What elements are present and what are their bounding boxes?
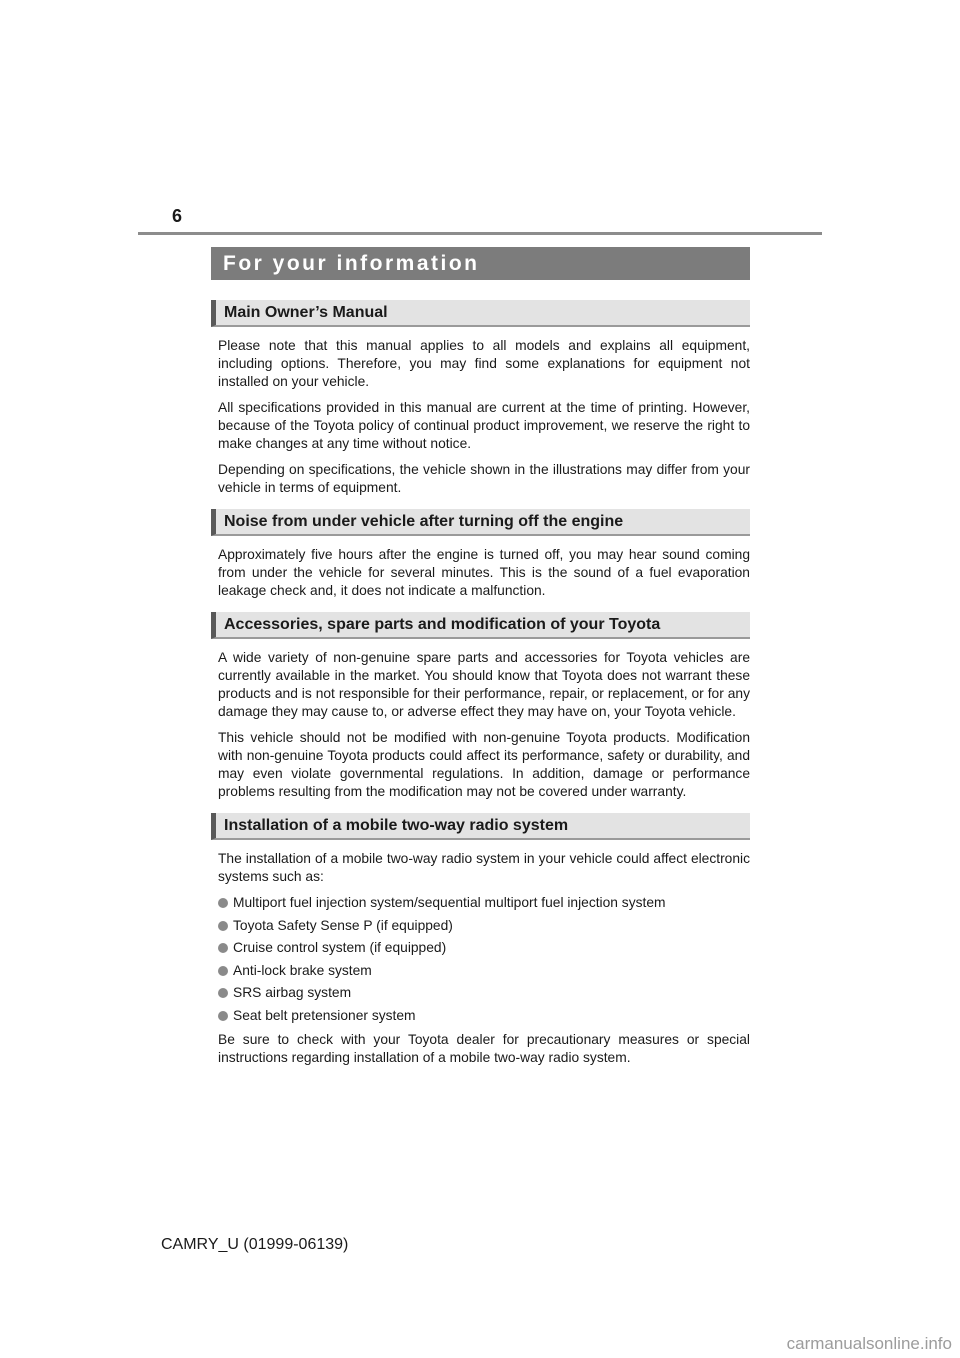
list-item bbox=[218, 984, 750, 1002]
paragraph: Depending on specifications, the vehicle shown in the illustrations may differ from your vehicle in terms of equipment. bbox=[218, 462, 750, 495]
section-heading: Noise from under vehicle after turning off the engine bbox=[211, 509, 750, 536]
list-item bbox=[218, 917, 750, 935]
manual-content bbox=[211, 300, 750, 1079]
bullet-icon bbox=[218, 988, 228, 998]
paragraph: This vehicle should not be modified with non-genuine Toyota products. Modification with non-genuine Toyota products could affect its performance, safety or durability, and may even violate governmental regulations. In addition, damage or performance problems resulting from the modification may not be covered under warranty. bbox=[218, 730, 750, 799]
paragraph: Please note that this manual applies to all models and explains all equipment, including options. Therefore, you may find some explanations for equipment not installed on your vehicle. bbox=[218, 338, 750, 389]
bullet-icon bbox=[218, 943, 228, 953]
footer-model-code: CAMRY_U (01999-06139) bbox=[161, 1236, 349, 1253]
section-body bbox=[211, 639, 750, 801]
top-divider bbox=[138, 232, 822, 235]
list-item bbox=[218, 1007, 750, 1025]
list-item-text: Toyota Safety Sense P (if equipped) bbox=[233, 917, 453, 933]
section-accessories-spare-parts bbox=[211, 612, 750, 801]
list-item bbox=[218, 962, 750, 980]
list-item-text: Anti-lock brake system bbox=[233, 962, 372, 978]
list-item bbox=[218, 894, 750, 912]
bullet-icon bbox=[218, 1011, 228, 1021]
paragraph: A wide variety of non-genuine spare parts and accessories for Toyota vehicles are currently available in the market. You should know that Toyota does not warrant these products and is not responsible for their performance, repair, or replacement, or for any damage they may cause to, or adverse effect they may have on, your Toyota vehicle. bbox=[218, 650, 750, 719]
paragraph: Be sure to check with your Toyota dealer for precautionary measures or special instructions regarding installation of a mobile two-way radio system. bbox=[218, 1031, 750, 1065]
list-item-text: Multiport fuel injection system/sequential multiport fuel injection system bbox=[233, 895, 666, 910]
bullet-icon bbox=[218, 921, 228, 931]
section-heading: Main Owner’s Manual bbox=[211, 300, 750, 327]
section-two-way-radio bbox=[211, 813, 750, 1067]
section-heading: Accessories, spare parts and modification of your Toyota bbox=[211, 612, 750, 639]
page-number: 6 bbox=[172, 206, 183, 226]
watermark: carmanualsonline.info bbox=[786, 1334, 952, 1353]
affected-systems-list bbox=[218, 894, 750, 1025]
list-item-text: SRS airbag system bbox=[233, 985, 352, 1000]
list-item bbox=[218, 939, 750, 957]
paragraph: All specifications provided in this manual are current at the time of printing. However, because of the Toyota policy of continual product improvement, we reserve the right to make changes at any time without notice. bbox=[218, 400, 750, 451]
section-main-owners-manual bbox=[211, 300, 750, 497]
bullet-icon bbox=[218, 966, 228, 976]
section-body bbox=[211, 327, 750, 497]
list-item-text: Cruise control system (if equipped) bbox=[233, 940, 447, 955]
section-heading: Installation of a mobile two-way radio system bbox=[211, 813, 750, 840]
section-body bbox=[211, 840, 750, 1067]
section-body bbox=[211, 536, 750, 600]
paragraph: Approximately five hours after the engine is turned off, you may hear sound coming from under the vehicle for several minutes. This is the sound of a fuel evaporation leakage check and, it does not indicate a malfunction. bbox=[218, 547, 750, 598]
list-item-text: Seat belt pretensioner system bbox=[233, 1007, 416, 1023]
paragraph: The installation of a mobile two-way radio system in your vehicle could affect electronic systems such as: bbox=[218, 851, 750, 884]
section-noise-after-engine-off bbox=[211, 509, 750, 600]
bullet-icon bbox=[218, 898, 228, 908]
page-title: For your information bbox=[211, 247, 750, 280]
